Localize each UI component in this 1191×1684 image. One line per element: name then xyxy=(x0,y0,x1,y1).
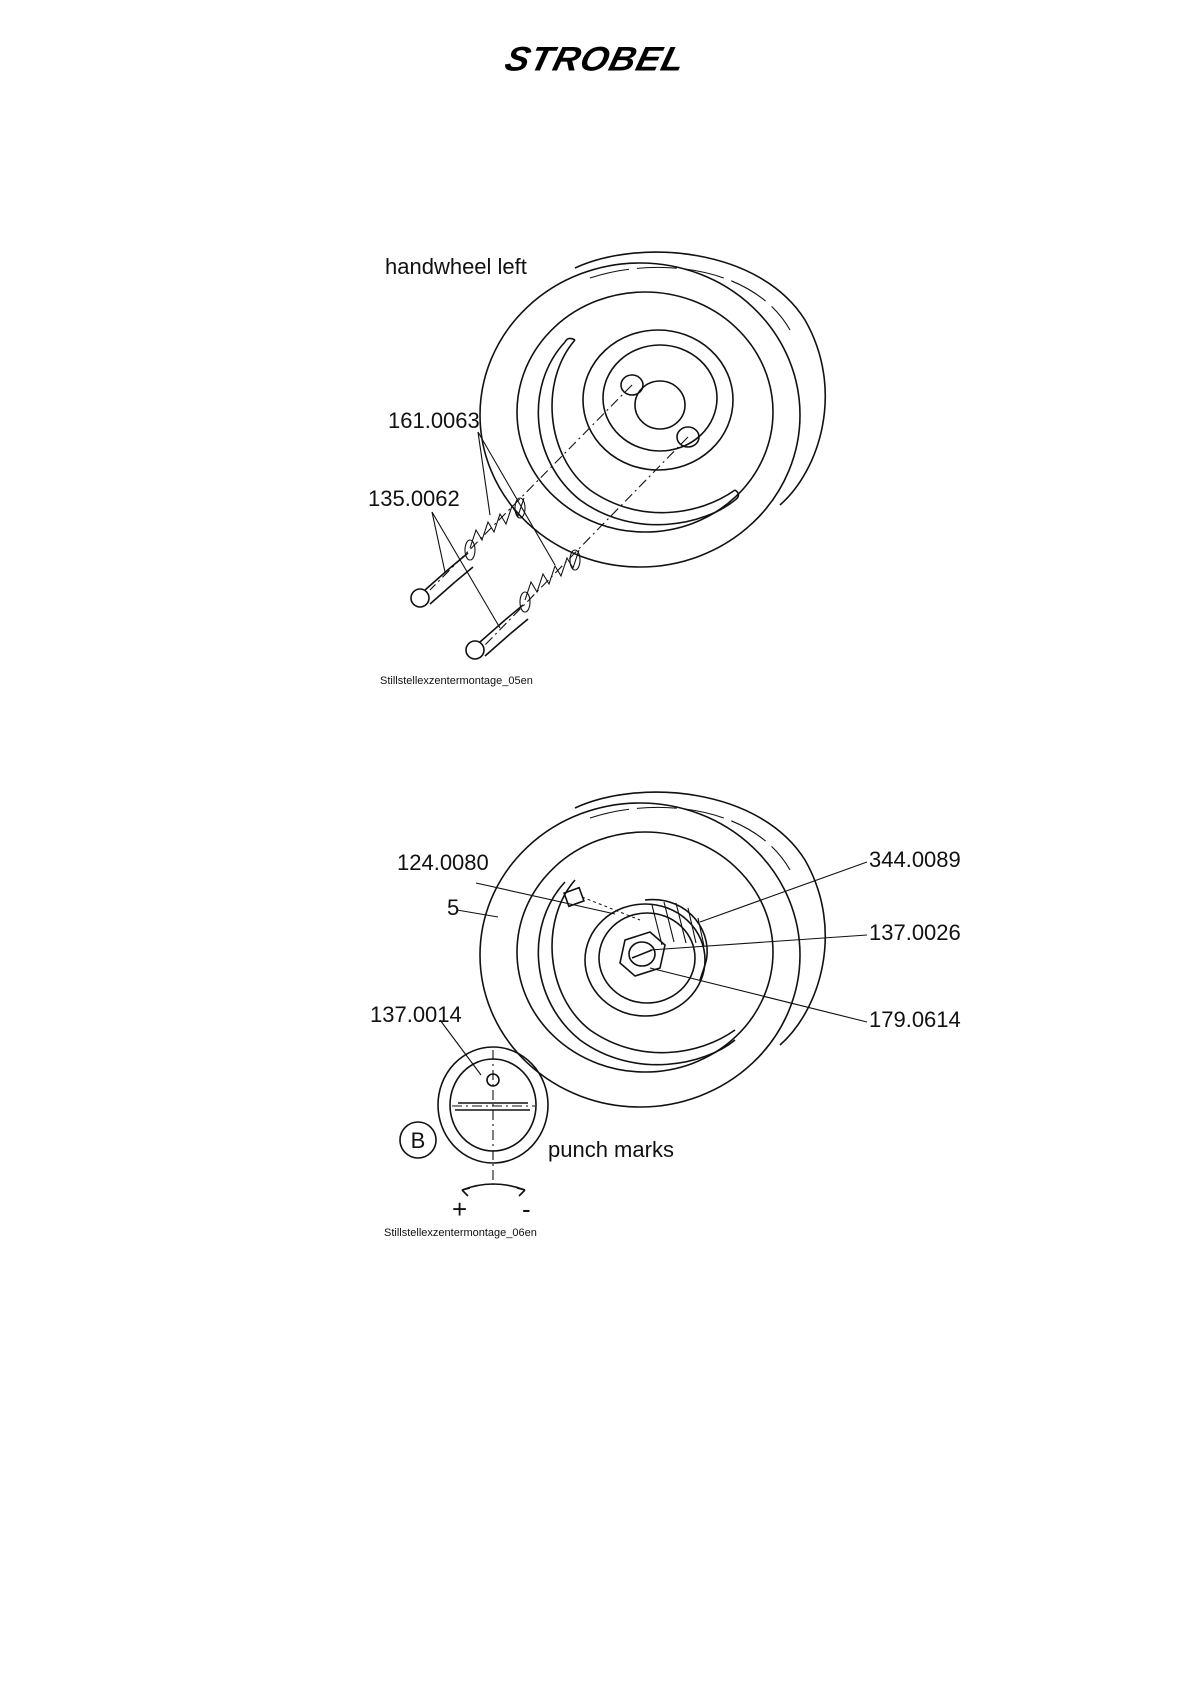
spring-161-0063-b xyxy=(520,550,580,612)
label-5: 5 xyxy=(447,895,460,920)
label-344-0089: 344.0089 xyxy=(869,847,961,872)
label-124-0080: 124.0080 xyxy=(397,850,489,875)
eccentric-mounting-diagram xyxy=(0,760,1191,1260)
caption-fig1: Stillstellexzentermontage_05en xyxy=(380,675,533,687)
label-137-0014: 137.0014 xyxy=(370,1002,462,1027)
strobel-logo xyxy=(0,38,1191,80)
sign-minus: - xyxy=(522,1194,531,1224)
spring-161-0063-a xyxy=(465,498,525,560)
label-punch-marks: punch marks xyxy=(548,1137,674,1162)
label-137-0026: 137.0026 xyxy=(869,920,961,945)
label-179-0614: 179.0614 xyxy=(869,1007,961,1032)
handwheel-left-diagram xyxy=(0,220,1191,700)
detail-b-view xyxy=(438,1047,548,1196)
detail-b-letter: B xyxy=(410,1128,426,1153)
nut-137-0026 xyxy=(620,932,665,976)
label-161-0063: 161.0063 xyxy=(388,408,480,433)
pin-135-0062-b xyxy=(466,605,528,659)
pin-124-0080 xyxy=(564,888,640,920)
sign-plus: + xyxy=(452,1194,468,1224)
label-135-0062: 135.0062 xyxy=(368,486,460,511)
caption-fig2: Stillstellexzentermontage_06en xyxy=(384,1227,537,1239)
brand-text: STROBEL xyxy=(501,39,690,78)
leader-lines xyxy=(440,862,867,1075)
pin-135-0062-a xyxy=(411,553,473,607)
title-handwheel-left: handwheel left xyxy=(385,254,527,279)
handwheel-outer xyxy=(480,252,825,567)
